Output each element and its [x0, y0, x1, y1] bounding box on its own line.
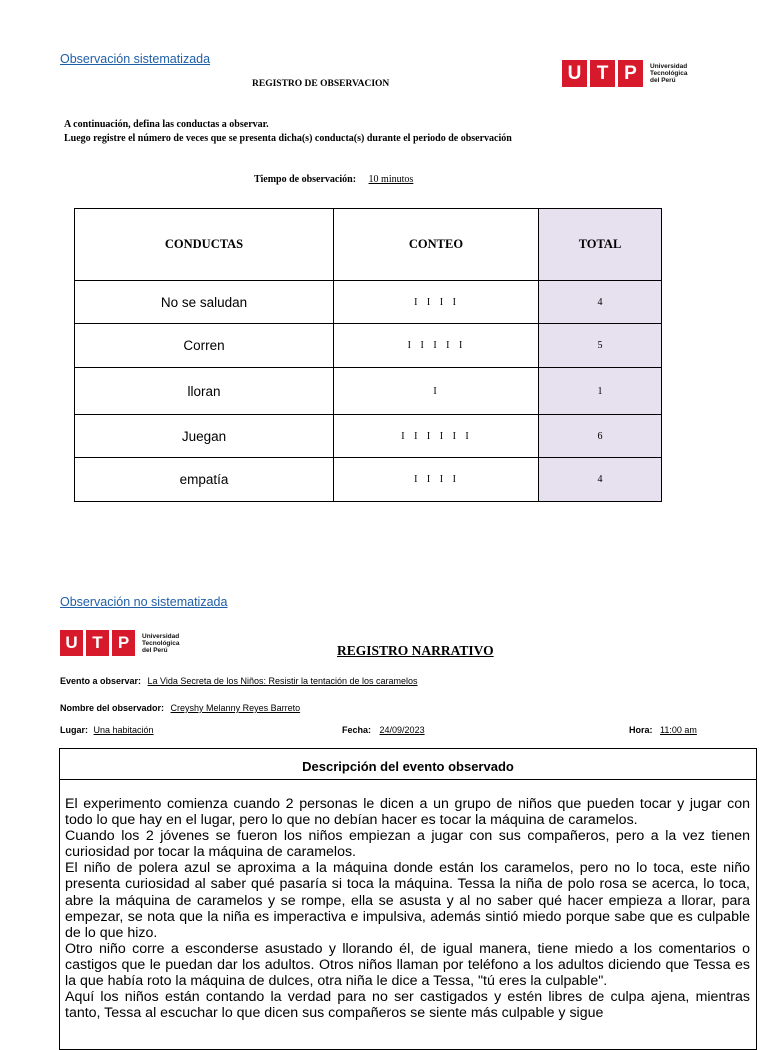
observer-value: Creyshy Melanny Reyes Barreto: [170, 703, 301, 713]
observer-label: Nombre del observador:: [60, 703, 165, 713]
event-description-box: [59, 748, 757, 1050]
hour-label: Hora:: [629, 725, 653, 735]
time-value: 10 minutos: [368, 174, 414, 185]
total-cell: 4: [539, 281, 662, 324]
total-cell: 4: [539, 458, 662, 502]
table-row: [75, 458, 662, 502]
narrative-paragraph: El experimento comienza cuando 2 personas le dicen a un grupo de niños que pueden tocar y jugar con todo lo que hay en el lugar, pero lo que no debían hacer es tocar la máquina de caramelos.: [65, 796, 750, 829]
narrative-paragraph: El niño de polera azul se aproxima a la máquina donde están los caramelos, pero no lo toca, este niño presenta curiosidad al saber qué pasaría si toca la máquina. Tessa la niña de polo rosa se acerca, lo toca, abre la máquina de caramelos y se rompe, ella se asusta y al no saber qué hacer empieza a llorar, para empezar, se nota que la niña es imperactiva e impulsiva, además sintió miedo porque sabe que es culpable de lo que hizo.: [65, 860, 750, 941]
logo-letter-t: T: [590, 60, 615, 87]
conteo-cell: I I I I I: [334, 324, 539, 368]
table-row: [75, 415, 662, 458]
date-label: Fecha:: [342, 725, 372, 735]
narrative-paragraph: Aquí los niños están contando la verdad para no ser castigados y estén libres de culpa ajena, mientras tanto, Tessa al escuchar lo que dicen sus compañeros se siente más culpable y sigue: [65, 989, 750, 1022]
logo-letter-p: P: [112, 630, 135, 656]
hour-value: 11:00 am: [660, 725, 697, 735]
total-cell: 1: [539, 368, 662, 415]
logo-sub-line3: del Perú: [142, 646, 168, 654]
table-row: [75, 281, 662, 324]
logo-sub-line2: Tecnológica: [142, 639, 180, 647]
conteo-cell: I: [334, 368, 539, 415]
logo-letter-p: P: [618, 60, 643, 87]
conducta-cell: empatía: [75, 458, 334, 502]
conducta-cell: Corren: [75, 324, 334, 368]
total-cell: 5: [539, 324, 662, 368]
place-row: [60, 725, 154, 735]
table-row: [75, 324, 662, 368]
logo-sub-line1: Universidad: [142, 632, 180, 640]
conducta-cell: lloran: [75, 368, 334, 415]
observation-table: [74, 208, 662, 502]
logo-subtitle: [142, 633, 179, 654]
logo-sub-line2: Tecnológica: [650, 70, 688, 77]
conducta-cell: No se saludan: [75, 281, 334, 324]
total-cell: 6: [539, 415, 662, 458]
place-label: Lugar:: [60, 725, 88, 735]
header-total: TOTAL: [539, 209, 662, 281]
event-label: Evento a observar:: [60, 676, 142, 686]
observer-row: [60, 703, 300, 713]
date-value: 24/09/2023: [379, 725, 425, 735]
registro-narrativo-title: REGISTRO NARRATIVO: [337, 643, 494, 658]
logo-sub-line1: Universidad: [650, 63, 688, 70]
observacion-no-sistematizada-link[interactable]: Observación no sistematizada: [60, 595, 228, 609]
event-description-title: Descripción del evento observado: [60, 749, 756, 780]
event-value: La Vida Secreta de los Niños: Resistir la tentación de los caramelos: [147, 676, 418, 686]
logo-subtitle: [650, 63, 687, 84]
header-conteo: CONTEO: [334, 209, 539, 281]
conducta-cell: Juegan: [75, 415, 334, 458]
conteo-cell: I I I I: [334, 458, 539, 502]
time-label: Tiempo de observación:: [254, 174, 357, 185]
logo-letter-u: U: [60, 630, 83, 656]
conteo-cell: I I I I I I: [334, 415, 539, 458]
registro-observacion-title: REGISTRO DE OBSERVACION: [252, 79, 390, 89]
time-row: [254, 174, 413, 185]
event-row: [60, 676, 418, 686]
utp-logo-small: [60, 630, 179, 656]
table-row: [75, 368, 662, 415]
place-value: Una habitación: [93, 725, 154, 735]
table-header-row: [75, 209, 662, 281]
date-row: [342, 725, 425, 735]
narrative-paragraph: Otro niño corre a esconderse asustado y llorando él, de igual manera, tiene miedo a los comentarios o castigos que le puedan dar los adultos. Otros niños llaman por teléfono a los adultos diciendo que Tessa es la que había roto la máquina de dulces, otra niña le dice a Tessa, "tú eres la culpable".: [65, 940, 750, 990]
utp-logo: [562, 60, 687, 87]
narrative-paragraph: Cuando los 2 jóvenes se fueron los niños empiezan a jugar con sus compañeros, pero a la vez tienen curiosidad por tocar la máquina de caramelos.: [65, 828, 750, 861]
logo-letter-t: T: [86, 630, 109, 656]
logo-sub-line3: del Perú: [650, 77, 676, 84]
conteo-cell: I I I I: [334, 281, 539, 324]
logo-letter-u: U: [562, 60, 587, 87]
header-conductas: CONDUCTAS: [75, 209, 334, 281]
hour-row: [629, 725, 697, 735]
instruction-line-1: A continuación, defina las conductas a observar.: [64, 119, 269, 130]
instruction-line-2: Luego registre el número de veces que se presenta dicha(s) conducta(s) durante el periodo de observación: [64, 133, 512, 144]
event-description-body: [60, 780, 756, 1021]
observacion-sistematizada-link[interactable]: Observación sistematizada: [60, 52, 211, 66]
